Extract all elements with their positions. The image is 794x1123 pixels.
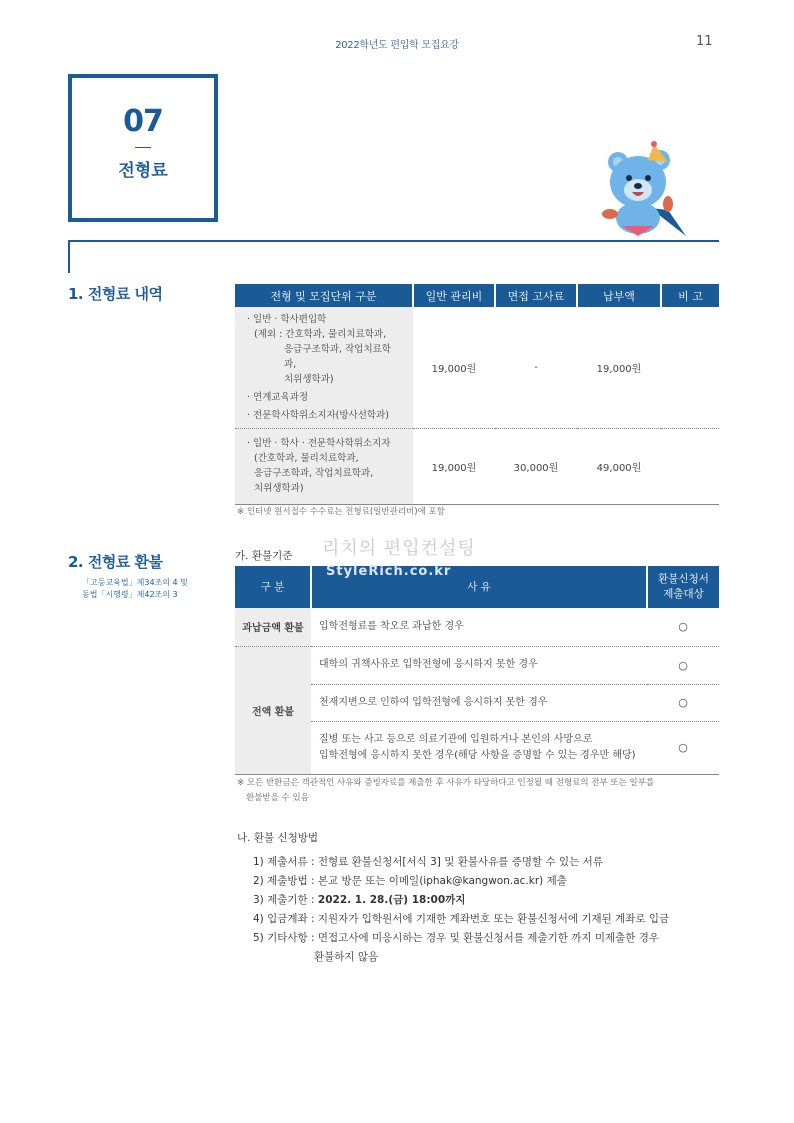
total-cell: 19,000원 [577, 307, 661, 428]
legal-reference [82, 577, 212, 601]
reason-cell: 입학전형료를 착오로 과납한 경우 [311, 608, 647, 646]
document-header-title: 2022학년도 편입학 모집요강 [335, 40, 459, 51]
col-header-general-fee: 일반 관리비 [413, 284, 495, 307]
refund-note-line: ※ 모든 반환금은 객관적인 사유와 증빙자료를 제출한 후 사유가 타당하다고 인정될 때 전형료의 전부 또는 일부를 [237, 778, 655, 788]
subsection-title-refund-criteria: 가. 환불기준 [235, 550, 293, 562]
remark-cell [661, 307, 719, 428]
method-line: 환불하지 않음 [314, 951, 379, 963]
table-row [235, 428, 719, 504]
table-row [235, 646, 719, 684]
table-row [235, 307, 719, 428]
table-row [235, 608, 719, 646]
category-cell [235, 307, 413, 428]
general-fee-cell: 19,000원 [413, 428, 495, 504]
col-header-total: 납부액 [577, 284, 661, 307]
bear-mascot-icon [598, 138, 690, 238]
reason-cell: 대학의 귀책사유로 입학전형에 응시하지 못한 경우 [311, 646, 647, 684]
legal-reference-line: 동법「시행령」제42조의 3 [82, 590, 178, 599]
chapter-box [68, 74, 218, 222]
category-line: (제외 : 간호학과, 물리치료학과, [254, 328, 387, 340]
deadline-text: 2022. 1. 28.(금) 18:00까지 [317, 894, 466, 906]
reason-line: 입학전형에 응시하지 못한 경우(해당 사항을 증명할 수 있는 경우만 해당) [319, 749, 636, 761]
category-cell [235, 428, 413, 504]
reason-cell [311, 721, 647, 774]
col-header-category: 구 분 [235, 566, 311, 608]
section-title-refund: 2. 전형료 환불 [68, 553, 163, 571]
submit-mark: ○ [647, 721, 719, 774]
category-line: · 전문학사학위소지자(방사선학과) [247, 409, 389, 421]
category-line: 치위생학과) [254, 483, 304, 494]
method-item [237, 929, 707, 967]
subsection-title-refund-method: 나. 환불 신청방법 [237, 832, 319, 844]
col-header-remark: 비 고 [661, 284, 719, 307]
interview-fee-cell: 30,000원 [495, 428, 577, 504]
section-divider-vertical [68, 240, 70, 273]
col-header-category: 전형 및 모집단위 구분 [235, 284, 413, 307]
method-label: 3) 제출기한 : [253, 894, 318, 906]
watermark-url: StyleRich.co.kr [326, 564, 452, 579]
fee-note: ※ 인터넷 원서접수 수수료는 전형료(일반관리비)에 포함 [237, 507, 445, 517]
remark-cell [661, 428, 719, 504]
category-line: · 일반 · 학사편입학 [247, 313, 327, 325]
reason-cell: 천재지변으로 인하여 입학전형에 응시하지 못한 경우 [311, 684, 647, 721]
method-item: 4) 입금계좌 : 지원자가 입학원서에 기재한 계좌번호 또는 환불신청서에 기재된 계좌로 입금 [253, 913, 670, 925]
watermark-text: 리치의 편입컨설팅 [322, 538, 476, 559]
page-number: 11 [696, 34, 713, 49]
refund-note-line: 환불받을 수 있음 [246, 793, 309, 803]
col-header-submit-target [647, 566, 719, 608]
category-cell: 전액 환불 [235, 646, 311, 774]
section-divider [68, 240, 719, 242]
category-cell: 과납금액 환불 [235, 608, 311, 646]
category-line: 응급구조학과, 작업치료학과, [284, 343, 391, 370]
refund-method [237, 830, 707, 967]
general-fee-cell: 19,000원 [413, 307, 495, 428]
submit-target-line: 제출대상 [663, 588, 704, 600]
chapter-title: 전형료 [118, 161, 168, 181]
method-line: 5) 기타사항 : 면접고사에 미응시하는 경우 및 환불신청서를 제출기한 까지 미제출한 경우 [253, 932, 660, 944]
category-line: · 일반 · 학사 · 전문학사학위소지자 [247, 438, 391, 449]
submit-mark: ○ [647, 608, 719, 646]
category-line: 치위생학과) [284, 373, 334, 385]
category-line: · 연계교육과정 [247, 391, 309, 403]
interview-fee-cell: - [495, 307, 577, 428]
refund-note [237, 776, 654, 806]
section-title-fee-details: 1. 전형료 내역 [68, 285, 163, 303]
fee-table [235, 284, 719, 505]
col-header-interview-fee: 면접 고사료 [495, 284, 577, 307]
method-item: 2) 제출방법 : 본교 방문 또는 이메일(iphak@kangwon.ac.kr) 제출 [253, 875, 567, 887]
refund-table-header [235, 566, 719, 608]
legal-reference-line: 「고등교육법」제34조의 4 및 [82, 578, 188, 587]
method-item: 1) 제출서류 : 전형료 환불신청서[서식 3] 및 환불사유를 증명할 수 있는 서류 [253, 856, 603, 868]
chapter-number: 07 [123, 104, 163, 139]
reason-line: 질병 또는 사고 등으로 의료기관에 입원하거나 본인의 사망으로 [319, 733, 593, 745]
chapter-dash [135, 147, 151, 148]
total-cell: 49,000원 [577, 428, 661, 504]
method-item [237, 891, 707, 910]
col-header-reason: 사 유 [311, 566, 647, 608]
category-line: 응급구조학과, 작업치료학과, [254, 468, 374, 479]
submit-mark: ○ [647, 646, 719, 684]
submit-target-line: 환불신청서 [658, 573, 709, 585]
category-line: (간호학과, 물리치료학과, [254, 453, 359, 464]
fee-table-header [235, 284, 719, 307]
submit-mark: ○ [647, 684, 719, 721]
refund-table [235, 566, 719, 775]
